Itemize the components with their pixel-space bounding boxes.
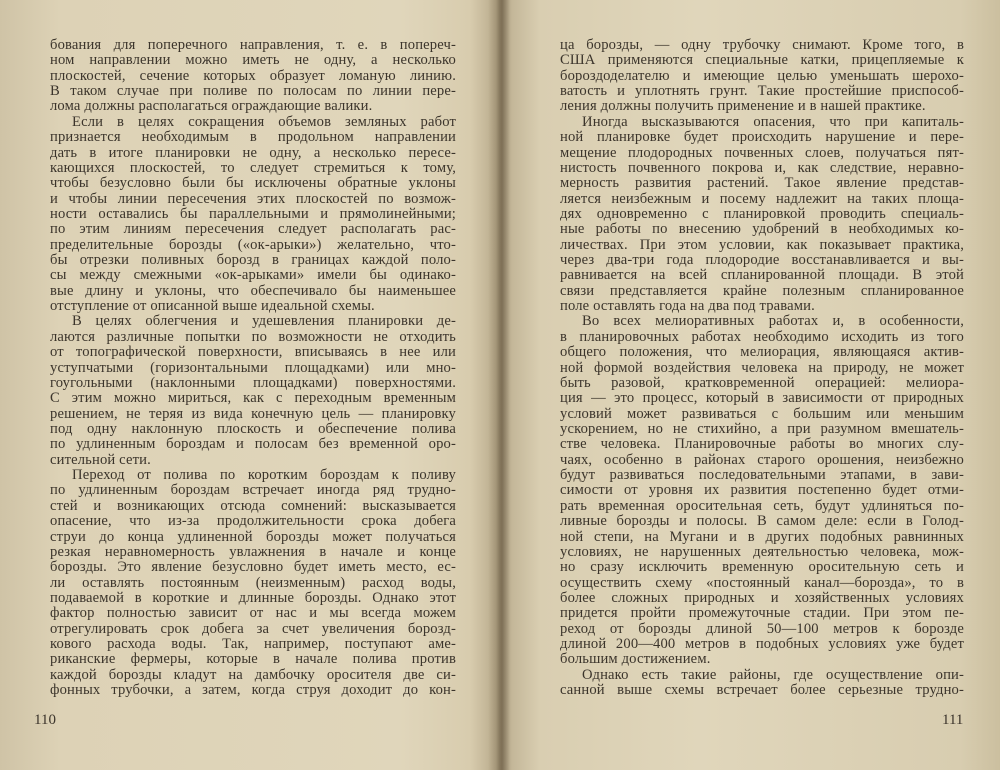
text-line: риканские фермеры, которые в начале полива против: [50, 651, 456, 668]
text-line: лома должны располагаться ограждающие валики.: [50, 98, 373, 115]
text-line: лаются различные попытки по возможности не отходить: [50, 328, 456, 345]
text-line: по удлиненным бороздам и полосам без временной оро-: [50, 436, 456, 453]
text-line: ной степи, на Мугани и в других подобных равнинных: [560, 528, 964, 545]
text-line: условиях, не нарушенных деятельностью человека, мож-: [560, 543, 964, 560]
text-line: более сложных природных и хозяйственных условиях: [560, 589, 964, 606]
text-line: от топографической поверхности, вписываясь в нее или: [50, 344, 456, 361]
paragraph: [50, 314, 456, 468]
text-line: резкая неравномерность увлажнения в начале и конце: [50, 543, 456, 560]
text-line: отрегулировать срок добега за счет увеличения борозд-: [50, 620, 456, 637]
text-line: через два-три года плодородие восстанавливается и вы-: [560, 252, 964, 269]
text-line: кающихся плоскостей, то следует стремиться к тому,: [50, 159, 456, 176]
text-line: струи до конца удлиненной борозды может получаться: [50, 528, 456, 545]
text-line: США применяются специальные катки, прицепляемые к: [560, 52, 964, 69]
text-line: плоскостей, сечение которых образует ломаную линию.: [50, 67, 456, 84]
text-line: рать временная оросительная сеть, будут удлиняться по-: [560, 497, 964, 514]
text-line: сительной сети.: [50, 451, 151, 468]
text-line: ные работы по внесению удобрений в необходимых ко-: [560, 221, 964, 238]
text-line: ускорением, но не стихийно, а при разумном вмешатель-: [560, 420, 964, 437]
text-line: каждой борозды кладут на дамбочку оросителя две си-: [50, 666, 456, 683]
text-line: большим достижением.: [560, 651, 711, 668]
text-line: ной формой воздействия человека на природу, не может: [560, 359, 964, 376]
text-line: связи представляется крайне полезным спланированное: [560, 282, 964, 299]
text-line: С этим можно мириться, как с переходным временным: [50, 390, 456, 407]
text-line: отступление от описанной выше идеальной схемы.: [50, 298, 375, 315]
text-line: равнивается на всей спланированной площади. В этой: [560, 267, 964, 284]
text-line: мерность развития растений. Такое явление представ-: [560, 175, 964, 192]
text-line: длиной 200—400 метров в подобных условиях уже будет: [560, 636, 964, 653]
text-line: стей и возникающих отсюда сомнений: высказывается: [50, 497, 456, 514]
text-line: условий может развиваться с большим или меньшим: [560, 405, 964, 422]
text-line: чаях, особенно в районах старого орошения, неизбежно: [560, 451, 964, 468]
text-line: кового расхода воды. Так, например, поступают аме-: [50, 636, 456, 653]
text-line: чтобы безусловно были бы исключены обратные уклоны: [50, 175, 456, 192]
text-line: В таком случае при поливе по полосам по линии пере-: [50, 83, 456, 100]
paragraph: [50, 38, 456, 115]
text-line: Во всех мелиоративных работах и, в особенности,: [582, 313, 964, 330]
text-line: Переход от полива по коротким бороздам к поливу: [72, 467, 456, 484]
text-line: санной выше схемы встречает более серьезные трудно-: [560, 682, 964, 699]
paragraph: [50, 468, 456, 698]
text-line: бы отрезки поливных борозд в границах каждой поло-: [50, 252, 456, 269]
text-line: по этим линиям пересечения следует располагать рас-: [50, 221, 456, 238]
text-line: нистость почвенного покрова и, как следствие, неравно-: [560, 159, 964, 176]
text-line: Если в целях сокращения объемов земляных работ: [72, 113, 456, 130]
text-line: по удлиненным бороздам встречает иногда ряд трудно-: [50, 482, 456, 499]
text-line: ливные борозды и полосы. В самом деле: если в Голод-: [560, 513, 964, 530]
paragraph: [50, 115, 456, 315]
text-line: стве человека. Планировочные работы во многих слу-: [560, 436, 964, 453]
text-line: бования для поперечного направления, т. е. в попереч-: [50, 37, 456, 53]
text-line: быть разовой, кратковременной операцией: мелиора-: [560, 374, 964, 391]
paragraph: [560, 38, 964, 115]
text-line: Однако есть такие районы, где осуществление опи-: [582, 666, 964, 683]
text-line: В целях облегчения и удешевления планировки де-: [72, 313, 456, 330]
text-line: фактор полностью зависит от нас и мы всегда можем: [50, 605, 456, 622]
right-page-text: [560, 38, 964, 698]
text-line: ца борозды, — одну трубочку снимают. Кроме того, в: [560, 37, 964, 53]
text-line: дях одновременно с планировкой проводить специаль-: [560, 205, 964, 222]
text-line: признается необходимым в продольном направлении: [50, 129, 456, 146]
text-line: ватость и уплотнять грунт. Такие простейшие приспособ-: [560, 83, 964, 100]
text-line: борозды. Это явление безусловно будет иметь место, ес-: [50, 559, 456, 576]
text-line: ления должны получить применение и в нашей практике.: [560, 98, 926, 115]
text-line: под одну наклонную плоскость и обеспечение полива: [50, 420, 456, 437]
text-line: бороздоделателю и имеющие целью уменьшать шерохо-: [560, 67, 964, 84]
text-line: поле оставлять года на два под травами.: [560, 298, 815, 315]
text-line: и чтобы линии пересечения этих плоскостей по возмож-: [50, 190, 456, 207]
text-line: ном направлении можно иметь не одну, а несколько: [50, 52, 456, 69]
paragraph: [560, 314, 964, 667]
paragraph: [560, 115, 964, 315]
page-number-left: 110: [34, 712, 56, 728]
text-line: придется пройти промежуточные стадии. При этом пе-: [560, 605, 964, 622]
text-line: личествах. При этом условии, как показывает практика,: [560, 236, 964, 253]
text-line: симости от уровня их развития постепенно будет отми-: [560, 482, 964, 499]
text-line: будут развиваться последовательными этапами, в зави-: [560, 467, 964, 484]
text-line: ляется неизбежным и посему надлежит на таких площа-: [560, 190, 964, 207]
text-line: гоугольными (наклонными площадками) поверхностями.: [50, 374, 456, 391]
text-line: ной планировке будет происходить нарушение и пере-: [560, 129, 964, 146]
paragraph: [560, 668, 964, 699]
text-line: решением, не теряя из вида конечную цель — планировку: [50, 405, 456, 422]
text-line: мещение плодородных почвенных слоев, получаться пят-: [560, 144, 964, 161]
book-gutter: [488, 0, 512, 770]
text-line: реход от борозды длиной 50—100 метров к борозде: [560, 620, 964, 637]
text-line: пределительные борозды («ок-арыки») желательно, что-: [50, 236, 456, 253]
text-line: фонных трубочки, а затем, когда струя доходит до кон-: [50, 682, 456, 699]
text-line: опасение, что из-за продолжительности срока добега: [50, 513, 456, 530]
text-line: сы между смежными «ок-арыками» имели бы одинако-: [50, 267, 456, 284]
text-line: общего положения, что мелиорация, являющаяся актив-: [560, 344, 964, 361]
text-line: уступчатыми (горизонтальными площадками) или мно-: [50, 359, 456, 376]
text-line: ности оставались бы параллельными и прямолинейными;: [50, 205, 456, 222]
text-line: но сразу исключить временную оросительную сеть и: [560, 559, 964, 576]
text-line: вые длину и уклоны, что обеспечивало бы наименьшее: [50, 282, 456, 299]
text-line: ция — это процесс, который в зависимости от природных: [560, 390, 964, 407]
text-line: осуществить схему «постоянный канал—борозда», то в: [560, 574, 964, 591]
text-line: в планировочных работах необходимо исходить из того: [560, 328, 964, 345]
page-number-right: 111: [942, 712, 964, 728]
left-page-text: [50, 38, 456, 698]
text-line: ли оставлять постоянным (неизменным) расход воды,: [50, 574, 456, 591]
text-line: подаваемой в короткие и длинные борозды. Однако этот: [50, 589, 456, 606]
text-line: дать в итоге планировки не одну, а несколько пересе-: [50, 144, 456, 161]
text-line: Иногда высказываются опасения, что при капиталь-: [582, 113, 964, 130]
